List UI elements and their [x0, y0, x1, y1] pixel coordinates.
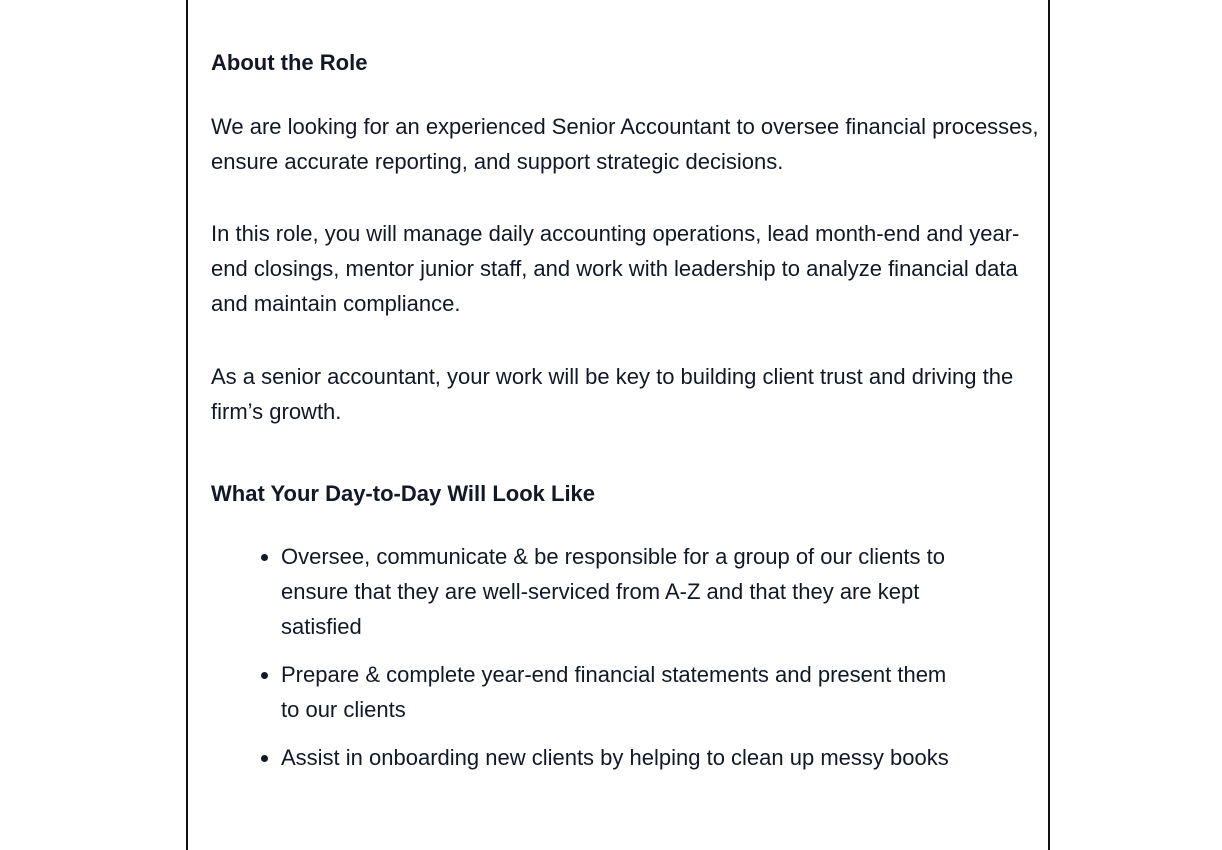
about-role-heading: About the Role	[211, 50, 368, 75]
day-to-day-heading: What Your Day-to-Day Will Look Like	[211, 481, 596, 506]
responsibilities-list	[259, 539, 961, 788]
list-item: • Assist in onboarding new clients by helping to clean up messy books	[281, 740, 961, 775]
list-item: • Prepare & complete year-end financial statements and present them to our clients	[281, 657, 961, 727]
job-description-card	[186, 0, 1050, 850]
paragraph: We are looking for an experienced Senior Accountant to oversee financial processes, ensure accurate reporting, and support strategic decisions.	[211, 114, 1039, 174]
paragraph: In this role, you will manage daily accounting operations, lead month-end and year-end closings, mentor junior staff, and work with leadership to analyze financial data and maintain compliance.	[211, 221, 1020, 316]
paragraph: As a senior accountant, your work will be key to building client trust and driving the firm’s growth.	[211, 364, 1014, 424]
list-item: • Oversee, communicate & be responsible for a group of our clients to ensure that they are well-serviced from A-Z and that they are kept satisfied	[281, 539, 961, 644]
